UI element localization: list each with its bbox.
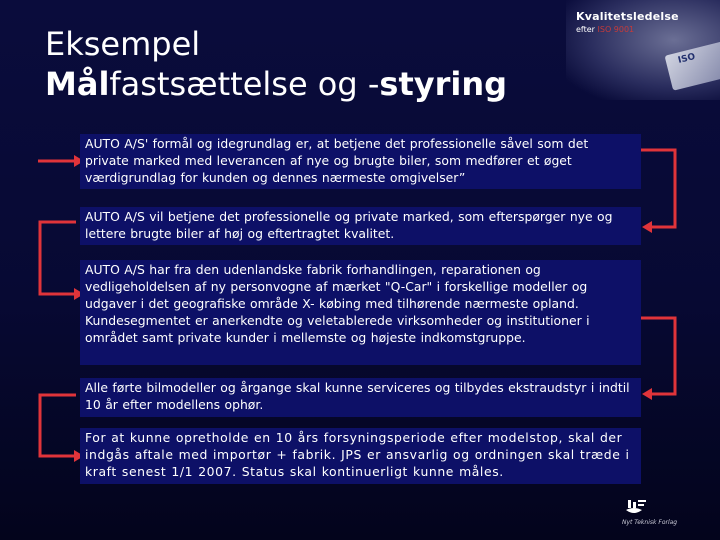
logo-sub-highlight: ISO 9001 — [597, 25, 635, 34]
connector-box-2-to-box-3 — [40, 222, 76, 294]
title-bold-word: Mål — [45, 65, 110, 103]
logo-title: Kvalitetsledelse — [576, 10, 679, 23]
title-middle: fastsættelse og - — [109, 65, 380, 103]
logo-sub-prefix: efter — [576, 25, 598, 34]
text-box-handling: For at kunne opretholde en 10 års forsyningsperiode efter modelstop, skal der indgås aftale med importør + fabrik. JPS er ansvarlig og ordningen skal træde i kraft senest 1/1 2007. Status skal kontinuerligt kunne måles. — [80, 428, 641, 484]
connector-box-3-to-box-4 — [641, 318, 675, 394]
arrow-head-box-2 — [642, 221, 652, 233]
publisher-name: Nyt Teknisk Forlag — [622, 519, 678, 526]
arrow-head-box-4 — [642, 388, 652, 400]
text-box-vision: AUTO A/S vil betjene det professionelle og private marked, som efterspørger nye og lettere brugte biler af høj og eftertragtet kvalitet. — [80, 207, 641, 245]
text-box-forretning: AUTO A/S har fra den udenlandske fabrik forhandlingen, reparationen og vedligeholdelsen af ny personvogne af mærket "Q-Car" i forskellige modeller og udgaver i det geografiske område X- købing med tilhørende nærmeste opland. Kundesegmentet er anerkendte og veletablerede virksomheder og institutioner i området samt private kunder i mellemste og højeste indkomstgruppe. — [80, 260, 641, 365]
title-bold-word-2: styring — [379, 65, 508, 103]
logo-card-text: ISO — [677, 52, 697, 66]
title-line-1: Eksempel — [45, 25, 201, 63]
connector-box-1-to-box-2 — [641, 150, 675, 227]
connector-box-4-to-box-5 — [40, 395, 76, 456]
text-box-maal: Alle førte bilmodeller og årgange skal kunne serviceres og tilbydes ekstraudstyr i indtil 10 år efter modellens ophør. — [80, 378, 641, 417]
text-box-formaal: AUTO A/S' formål og idegrundlag er, at betjene det professionelle såvel som det private marked med leverancen af nye og brugte biler, som medfører et øget værdigrundlag for kunden og dennes nærmeste omgivelser” — [80, 134, 641, 189]
